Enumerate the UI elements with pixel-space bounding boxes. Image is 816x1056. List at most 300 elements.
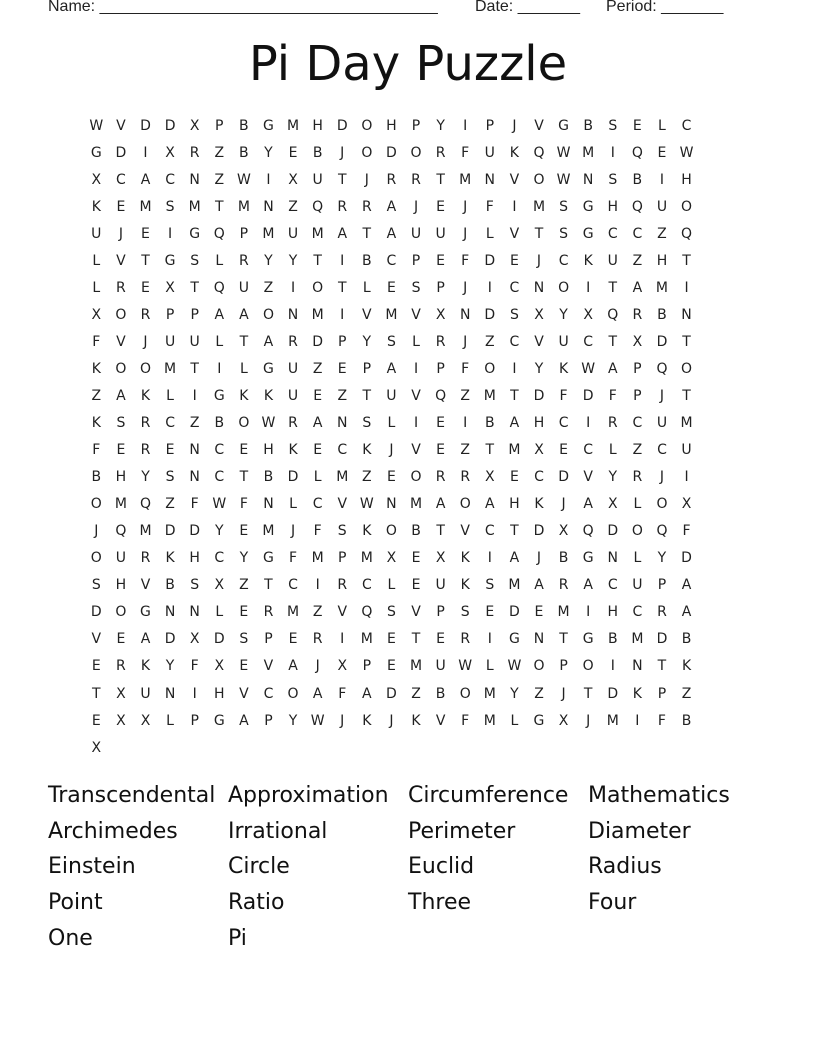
grid-letter[interactable]: Z <box>337 387 348 404</box>
grid-letter[interactable]: G <box>582 550 594 567</box>
grid-letter[interactable]: M <box>164 360 177 377</box>
grid-letter[interactable]: A <box>583 577 593 594</box>
grid-letter[interactable]: O <box>287 685 299 702</box>
grid-letter[interactable]: T <box>313 252 322 269</box>
grid-letter[interactable]: X <box>140 712 151 729</box>
grid-letter[interactable]: G <box>263 117 274 134</box>
grid-letter[interactable]: V <box>583 469 593 486</box>
grid-letter[interactable]: K <box>362 442 372 459</box>
grid-letter[interactable]: P <box>264 631 273 648</box>
grid-letter[interactable]: R <box>116 279 126 296</box>
grid-letter[interactable]: R <box>607 415 618 432</box>
grid-letter[interactable]: X <box>632 333 643 350</box>
grid-letter[interactable]: E <box>288 144 298 161</box>
grid-letter[interactable]: B <box>263 469 274 486</box>
grid-letter[interactable]: R <box>116 658 126 675</box>
grid-letter[interactable]: J <box>389 442 394 459</box>
grid-letter[interactable]: E <box>239 523 249 540</box>
grid-letter[interactable]: M <box>188 198 201 215</box>
grid-letter[interactable]: M <box>139 198 152 215</box>
grid-letter[interactable]: U <box>681 442 692 459</box>
grid-letter[interactable]: Z <box>632 252 643 269</box>
grid-letter[interactable]: K <box>460 550 470 567</box>
grid-letter[interactable]: D <box>533 523 545 540</box>
grid-letter[interactable]: E <box>632 117 642 134</box>
grid-letter[interactable]: M <box>606 712 619 729</box>
grid-letter[interactable]: I <box>586 604 591 621</box>
grid-letter[interactable]: E <box>239 604 249 621</box>
grid-letter[interactable]: U <box>91 225 102 242</box>
grid-letter[interactable]: W <box>679 144 694 161</box>
grid-letter[interactable]: E <box>313 442 323 459</box>
grid-letter[interactable]: P <box>485 117 495 134</box>
grid-letter[interactable]: A <box>583 496 593 513</box>
grid-letter[interactable]: I <box>610 144 615 161</box>
grid-letter[interactable]: M <box>508 577 521 594</box>
grid-letter[interactable]: O <box>312 279 324 296</box>
grid-letter[interactable]: D <box>140 117 151 134</box>
grid-letter[interactable]: Q <box>213 279 225 296</box>
grid-letter[interactable]: I <box>290 279 296 296</box>
grid-letter[interactable]: M <box>655 279 668 296</box>
grid-letter[interactable]: I <box>217 360 222 377</box>
grid-letter[interactable]: L <box>166 387 174 404</box>
grid-letter[interactable]: J <box>315 658 320 675</box>
grid-letter[interactable]: Q <box>582 523 594 540</box>
grid-letter[interactable]: L <box>485 658 494 675</box>
grid-letter[interactable]: J <box>536 550 542 567</box>
grid-letter[interactable]: P <box>239 225 249 242</box>
grid-letter[interactable]: L <box>412 333 420 350</box>
grid-letter[interactable]: O <box>533 171 545 188</box>
grid-letter[interactable]: M <box>680 415 693 432</box>
grid-letter[interactable]: C <box>558 252 569 269</box>
grid-letter[interactable]: Z <box>460 442 470 459</box>
grid-letter[interactable]: B <box>239 117 249 134</box>
grid-letter[interactable]: E <box>337 360 347 377</box>
grid-letter[interactable]: A <box>239 712 249 729</box>
grid-letter[interactable]: R <box>140 415 151 432</box>
grid-letter[interactable]: W <box>89 117 104 134</box>
grid-letter[interactable]: U <box>484 144 495 161</box>
grid-letter[interactable]: S <box>608 117 618 134</box>
grid-letter[interactable]: B <box>681 631 692 648</box>
grid-letter[interactable]: O <box>90 550 102 567</box>
grid-letter[interactable]: C <box>632 604 643 621</box>
grid-letter[interactable]: X <box>91 739 102 756</box>
grid-letter[interactable]: I <box>586 415 591 432</box>
grid-letter[interactable]: I <box>463 415 468 432</box>
grid-letter[interactable]: J <box>389 712 394 729</box>
grid-letter[interactable]: K <box>362 523 372 540</box>
grid-letter[interactable]: K <box>165 550 175 567</box>
grid-letter[interactable]: X <box>189 631 200 648</box>
grid-letter[interactable]: E <box>436 252 446 269</box>
grid-letter[interactable]: E <box>239 442 249 459</box>
grid-letter[interactable]: Y <box>288 712 298 729</box>
grid-letter[interactable]: E <box>509 252 519 269</box>
grid-letter[interactable]: O <box>385 523 397 540</box>
grid-letter[interactable]: V <box>116 333 126 350</box>
grid-letter[interactable]: E <box>91 712 101 729</box>
grid-letter[interactable]: P <box>657 577 667 594</box>
grid-letter[interactable]: T <box>510 387 519 404</box>
grid-letter[interactable]: O <box>656 496 668 513</box>
grid-letter[interactable]: F <box>461 144 470 161</box>
grid-letter[interactable]: J <box>561 685 566 702</box>
grid-letter[interactable]: A <box>509 415 520 432</box>
grid-letter[interactable]: Y <box>436 117 445 134</box>
grid-letter[interactable]: R <box>288 415 298 432</box>
grid-letter[interactable]: R <box>312 631 323 648</box>
grid-letter[interactable]: I <box>192 685 197 702</box>
grid-letter[interactable]: L <box>608 442 617 459</box>
grid-letter[interactable]: I <box>487 631 492 648</box>
grid-letter[interactable]: O <box>115 604 127 621</box>
grid-letter[interactable]: F <box>608 387 617 404</box>
grid-letter[interactable]: N <box>189 171 200 188</box>
grid-letter[interactable]: L <box>239 360 248 377</box>
grid-letter[interactable]: Q <box>681 225 693 242</box>
grid-letter[interactable]: B <box>214 415 225 432</box>
grid-letter[interactable]: O <box>681 198 693 215</box>
grid-letter[interactable]: X <box>91 306 102 323</box>
grid-letter[interactable]: M <box>532 198 546 215</box>
grid-letter[interactable]: K <box>140 387 151 404</box>
grid-letter[interactable]: E <box>436 442 446 459</box>
grid-letter[interactable]: E <box>239 658 249 675</box>
grid-letter[interactable]: P <box>338 333 347 350</box>
grid-letter[interactable]: R <box>337 198 348 215</box>
grid-letter[interactable]: H <box>189 550 200 567</box>
grid-letter[interactable]: M <box>508 442 521 459</box>
grid-letter[interactable]: V <box>116 252 126 269</box>
grid-letter[interactable]: J <box>463 333 468 350</box>
grid-letter[interactable]: A <box>485 496 495 513</box>
grid-letter[interactable]: C <box>534 469 544 486</box>
grid-letter[interactable]: X <box>435 306 446 323</box>
grid-letter[interactable]: N <box>386 496 397 513</box>
grid-letter[interactable]: O <box>484 360 496 377</box>
grid-letter[interactable]: W <box>261 415 276 432</box>
grid-letter[interactable]: V <box>534 333 544 350</box>
grid-letter[interactable]: R <box>460 469 471 486</box>
grid-letter[interactable]: U <box>238 279 249 296</box>
grid-letter[interactable]: L <box>313 469 322 486</box>
date-field-label[interactable]: Date: _______ <box>475 0 580 15</box>
grid-letter[interactable]: Y <box>288 252 298 269</box>
grid-letter[interactable]: F <box>485 198 494 215</box>
grid-letter[interactable]: V <box>509 225 520 242</box>
grid-letter[interactable]: I <box>340 252 345 269</box>
grid-letter[interactable]: X <box>558 712 569 729</box>
grid-letter[interactable]: B <box>607 631 618 648</box>
grid-letter[interactable]: B <box>312 144 323 161</box>
grid-letter[interactable]: X <box>534 306 544 323</box>
grid-letter[interactable]: S <box>608 171 618 188</box>
grid-letter[interactable]: I <box>610 658 615 675</box>
grid-letter[interactable]: E <box>509 469 519 486</box>
grid-letter[interactable]: H <box>115 469 127 486</box>
grid-letter[interactable]: P <box>436 360 445 377</box>
grid-letter[interactable]: U <box>287 360 299 377</box>
grid-letter[interactable]: P <box>215 117 224 134</box>
grid-letter[interactable]: U <box>435 577 446 594</box>
grid-letter[interactable]: T <box>141 252 150 269</box>
grid-letter[interactable]: F <box>338 685 347 702</box>
grid-letter[interactable]: K <box>91 415 101 432</box>
grid-letter[interactable]: R <box>140 306 151 323</box>
grid-letter[interactable]: D <box>312 333 324 350</box>
grid-letter[interactable]: S <box>485 577 495 594</box>
grid-letter[interactable]: A <box>140 171 151 188</box>
grid-letter[interactable]: J <box>364 171 369 188</box>
grid-letter[interactable]: R <box>140 442 151 459</box>
grid-letter[interactable]: O <box>681 360 693 377</box>
grid-letter[interactable]: A <box>214 306 225 323</box>
grid-letter[interactable]: L <box>485 225 494 242</box>
grid-letter[interactable]: J <box>94 523 99 540</box>
grid-letter[interactable]: L <box>510 712 519 729</box>
grid-letter[interactable]: M <box>459 171 472 188</box>
grid-letter[interactable]: N <box>681 306 692 323</box>
grid-letter[interactable]: E <box>411 550 421 567</box>
grid-letter[interactable]: T <box>190 360 199 377</box>
grid-letter[interactable]: S <box>91 577 101 594</box>
grid-letter[interactable]: J <box>659 387 665 404</box>
grid-letter[interactable]: Q <box>631 198 643 215</box>
grid-letter[interactable]: C <box>214 469 225 486</box>
grid-letter[interactable]: R <box>361 198 372 215</box>
grid-letter[interactable]: D <box>287 469 299 486</box>
grid-letter[interactable]: D <box>386 685 397 702</box>
grid-letter[interactable]: N <box>164 604 176 621</box>
grid-letter[interactable]: K <box>91 198 101 215</box>
grid-letter[interactable]: E <box>657 144 667 161</box>
grid-letter[interactable]: J <box>659 469 665 486</box>
grid-letter[interactable]: A <box>386 198 397 215</box>
grid-letter[interactable]: M <box>336 469 349 486</box>
grid-letter[interactable]: M <box>237 198 250 215</box>
grid-letter[interactable]: A <box>116 387 126 404</box>
grid-letter[interactable]: M <box>360 550 373 567</box>
grid-letter[interactable]: Z <box>411 685 421 702</box>
grid-letter[interactable]: M <box>631 631 644 648</box>
grid-letter[interactable]: M <box>262 523 275 540</box>
grid-letter[interactable]: Y <box>141 469 150 486</box>
grid-letter[interactable]: J <box>118 225 123 242</box>
grid-letter[interactable]: G <box>582 631 594 648</box>
grid-letter[interactable]: Y <box>165 658 175 675</box>
grid-letter[interactable]: U <box>410 225 422 242</box>
grid-letter[interactable]: M <box>483 685 496 702</box>
grid-letter[interactable]: S <box>460 604 470 621</box>
grid-letter[interactable]: X <box>558 523 569 540</box>
grid-letter[interactable]: T <box>682 252 691 269</box>
grid-letter[interactable]: O <box>410 469 422 486</box>
grid-letter[interactable]: F <box>239 496 248 513</box>
grid-letter[interactable]: Z <box>165 496 175 513</box>
grid-letter[interactable]: Z <box>263 279 274 296</box>
grid-letter[interactable]: D <box>558 469 569 486</box>
grid-letter[interactable]: K <box>460 577 470 594</box>
grid-letter[interactable]: I <box>684 469 689 486</box>
grid-letter[interactable]: M <box>582 144 595 161</box>
grid-letter[interactable]: Y <box>510 685 519 702</box>
grid-letter[interactable]: K <box>140 658 151 675</box>
grid-letter[interactable]: Z <box>460 387 470 404</box>
grid-letter[interactable]: U <box>189 333 200 350</box>
grid-letter[interactable]: L <box>166 712 174 729</box>
grid-letter[interactable]: Z <box>657 225 667 242</box>
grid-letter[interactable]: T <box>682 333 691 350</box>
grid-letter[interactable]: Q <box>656 360 668 377</box>
grid-letter[interactable]: H <box>607 604 619 621</box>
grid-letter[interactable]: P <box>338 550 347 567</box>
grid-letter[interactable]: E <box>116 442 126 459</box>
grid-letter[interactable]: R <box>288 333 298 350</box>
grid-letter[interactable]: F <box>461 712 470 729</box>
grid-letter[interactable]: C <box>632 415 643 432</box>
grid-letter[interactable]: Q <box>631 144 643 161</box>
grid-letter[interactable]: T <box>510 523 519 540</box>
grid-letter[interactable]: X <box>91 171 102 188</box>
grid-letter[interactable]: Q <box>361 604 373 621</box>
grid-letter[interactable]: E <box>313 387 323 404</box>
grid-letter[interactable]: J <box>143 333 148 350</box>
grid-letter[interactable]: G <box>189 225 201 242</box>
grid-letter[interactable]: Z <box>288 198 298 215</box>
grid-letter[interactable]: Q <box>533 144 545 161</box>
grid-letter[interactable]: W <box>458 658 473 675</box>
grid-letter[interactable]: H <box>607 198 619 215</box>
grid-letter[interactable]: Z <box>214 171 225 188</box>
grid-letter[interactable]: M <box>385 306 398 323</box>
grid-letter[interactable]: U <box>164 333 176 350</box>
grid-letter[interactable]: H <box>214 685 225 702</box>
grid-letter[interactable]: Y <box>214 523 224 540</box>
grid-letter[interactable]: D <box>164 631 176 648</box>
grid-letter[interactable]: V <box>140 577 151 594</box>
grid-letter[interactable]: S <box>190 577 200 594</box>
grid-letter[interactable]: R <box>657 604 667 621</box>
grid-letter[interactable]: K <box>239 387 249 404</box>
grid-letter[interactable]: M <box>360 631 373 648</box>
grid-letter[interactable]: Y <box>264 252 273 269</box>
grid-letter[interactable]: I <box>512 198 517 215</box>
grid-letter[interactable]: D <box>164 523 176 540</box>
grid-letter[interactable]: H <box>263 442 274 459</box>
grid-letter[interactable]: S <box>165 198 175 215</box>
grid-letter[interactable]: N <box>484 171 496 188</box>
grid-letter[interactable]: N <box>189 469 200 486</box>
grid-letter[interactable]: A <box>337 225 348 242</box>
grid-letter[interactable]: L <box>362 279 371 296</box>
grid-letter[interactable]: S <box>362 415 372 432</box>
grid-letter[interactable]: J <box>512 117 517 134</box>
grid-letter[interactable]: P <box>165 306 175 323</box>
grid-letter[interactable]: Q <box>312 198 324 215</box>
grid-letter[interactable]: I <box>487 279 492 296</box>
grid-letter[interactable]: I <box>192 387 197 404</box>
grid-letter[interactable]: Z <box>632 442 643 459</box>
grid-letter[interactable]: J <box>536 252 542 269</box>
grid-letter[interactable]: N <box>287 306 299 323</box>
grid-letter[interactable]: S <box>116 415 126 432</box>
grid-letter[interactable]: V <box>534 117 544 134</box>
grid-letter[interactable]: B <box>411 523 421 540</box>
grid-letter[interactable]: D <box>509 604 520 621</box>
grid-letter[interactable]: U <box>656 415 668 432</box>
grid-letter[interactable]: V <box>337 604 348 621</box>
grid-letter[interactable]: J <box>413 198 419 215</box>
grid-letter[interactable]: G <box>582 198 594 215</box>
grid-letter[interactable]: T <box>485 442 495 459</box>
grid-letter[interactable]: E <box>411 577 421 594</box>
grid-letter[interactable]: D <box>656 333 668 350</box>
grid-letter[interactable]: T <box>337 279 347 296</box>
grid-letter[interactable]: N <box>533 631 545 648</box>
grid-letter[interactable]: I <box>487 550 492 567</box>
grid-letter[interactable]: K <box>362 712 372 729</box>
grid-letter[interactable]: C <box>337 442 348 459</box>
grid-letter[interactable]: I <box>684 279 689 296</box>
grid-letter[interactable]: I <box>315 577 320 594</box>
grid-letter[interactable]: T <box>682 387 691 404</box>
grid-letter[interactable]: C <box>583 333 594 350</box>
grid-letter[interactable]: A <box>509 550 520 567</box>
grid-letter[interactable]: I <box>413 415 419 432</box>
grid-letter[interactable]: X <box>681 496 692 513</box>
grid-letter[interactable]: V <box>239 685 249 702</box>
grid-letter[interactable]: A <box>263 333 274 350</box>
grid-letter[interactable]: Z <box>485 333 495 350</box>
grid-letter[interactable]: P <box>362 360 372 377</box>
grid-letter[interactable]: V <box>411 604 421 621</box>
grid-letter[interactable]: N <box>189 442 200 459</box>
grid-letter[interactable]: Q <box>656 523 668 540</box>
grid-letter[interactable]: O <box>533 658 545 675</box>
grid-letter[interactable]: C <box>312 496 323 513</box>
grid-letter[interactable]: Y <box>657 550 667 567</box>
grid-letter[interactable]: S <box>337 523 347 540</box>
grid-letter[interactable]: O <box>582 658 594 675</box>
grid-letter[interactable]: G <box>558 117 569 134</box>
grid-letter[interactable]: B <box>165 577 175 594</box>
grid-letter[interactable]: K <box>583 252 593 269</box>
grid-letter[interactable]: R <box>435 469 446 486</box>
grid-letter[interactable]: S <box>411 279 421 296</box>
grid-letter[interactable]: N <box>582 171 594 188</box>
grid-letter[interactable]: G <box>582 225 594 242</box>
grid-letter[interactable]: R <box>632 306 643 323</box>
grid-letter[interactable]: E <box>436 415 446 432</box>
grid-letter[interactable]: D <box>533 387 545 404</box>
grid-letter[interactable]: E <box>386 279 396 296</box>
grid-letter[interactable]: K <box>632 685 642 702</box>
grid-letter[interactable]: K <box>411 712 421 729</box>
grid-letter[interactable]: E <box>534 604 544 621</box>
grid-letter[interactable]: W <box>310 712 325 729</box>
grid-letter[interactable]: C <box>509 279 520 296</box>
grid-letter[interactable]: L <box>215 333 224 350</box>
grid-letter[interactable]: T <box>239 469 249 486</box>
grid-letter[interactable]: Y <box>534 360 544 377</box>
grid-letter[interactable]: P <box>436 279 445 296</box>
grid-letter[interactable]: D <box>681 550 692 567</box>
grid-letter[interactable]: S <box>386 333 396 350</box>
grid-letter[interactable]: V <box>411 306 421 323</box>
